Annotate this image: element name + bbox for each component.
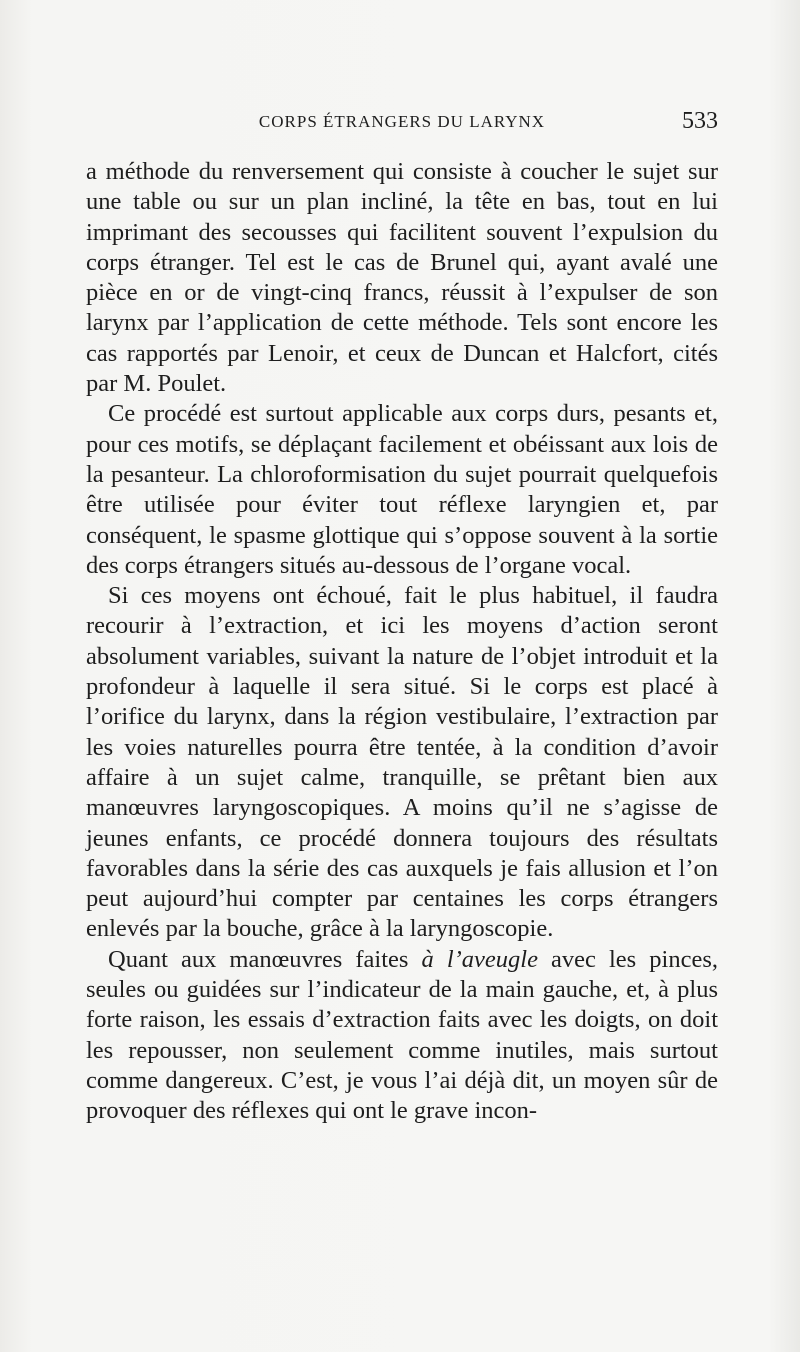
- page-header: [86, 108, 718, 138]
- paragraph-1: a méthode du renversement qui consiste à coucher le sujet sur une table ou sur un plan incliné, la tête en bas, tout en lui imprimant des secousses qui facilitent souvent l’expulsion du corps étranger. Tel est le cas de Brunel qui, ayant avalé une pièce en or de vingt-cinq francs, réussit à l’expulser de son larynx par l’application de cette méthode. Tels sont encore les cas rapportés par Lenoir, et ceux de Duncan et Halcfort, cités par M. Poulet.: [86, 158, 718, 398]
- body-text: [86, 157, 718, 1127]
- running-title: CORPS ÉTRANGERS DU LARYNX: [258, 112, 546, 131]
- paragraph-4-end: avec les pinces, seules ou guidées sur l’indicateur de la main gauche, et, à plus forte raison, les essais d’extraction faits avec les doigts, on doit les repousser, non seulement comme inutiles, mais surtout comme dangereux. C’est, je vous l’ai déjà dit, un moyen sûr de provoquer des réflexes qui ont le grave incon-: [86, 945, 718, 1125]
- italic-phrase: à l’aveugle: [421, 945, 538, 973]
- paragraph-4-start: Quant aux manœuvres faites: [108, 945, 422, 973]
- paragraph-2: Ce procédé est surtout applicable aux corps durs, pesants et, pour ces motifs, se déplaçant facilement et obéissant aux lois de la pesanteur. La chloroformisation du sujet pourrait quelquefois être utilisée pour éviter tout réflexe laryngien et, par conséquent, le spasme glottique qui s’oppose souvent à la sortie des corps étrangers situés au-dessous de l’organe vocal.: [86, 400, 718, 579]
- paragraph-4: [86, 945, 718, 1127]
- paragraph-3: Si ces moyens ont échoué, fait le plus habituel, il faudra recourir à l’extraction, et ici les moyens d’action seront absolument variables, suivant la nature de l’objet introduit et la profondeur à laquelle il sera situé. Si le corps est placé à l’orifice du larynx, dans la région vestibulaire, l’extraction par les voies naturelles pourra être tentée, à la condition d’avoir affaire à un sujet calme, tranquille, se prêtant bien aux manœuvres laryngoscopiques. A moins qu’il ne s’agisse de jeunes enfants, ce procédé donnera toujours des résultats favorables dans la série des cas auxquels je fais allusion et l’on peut aujourd’hui compter par centaines les corps étrangers enlevés par la bouche, grâce à la laryngoscopie.: [86, 582, 718, 943]
- page-number: 533: [682, 108, 718, 134]
